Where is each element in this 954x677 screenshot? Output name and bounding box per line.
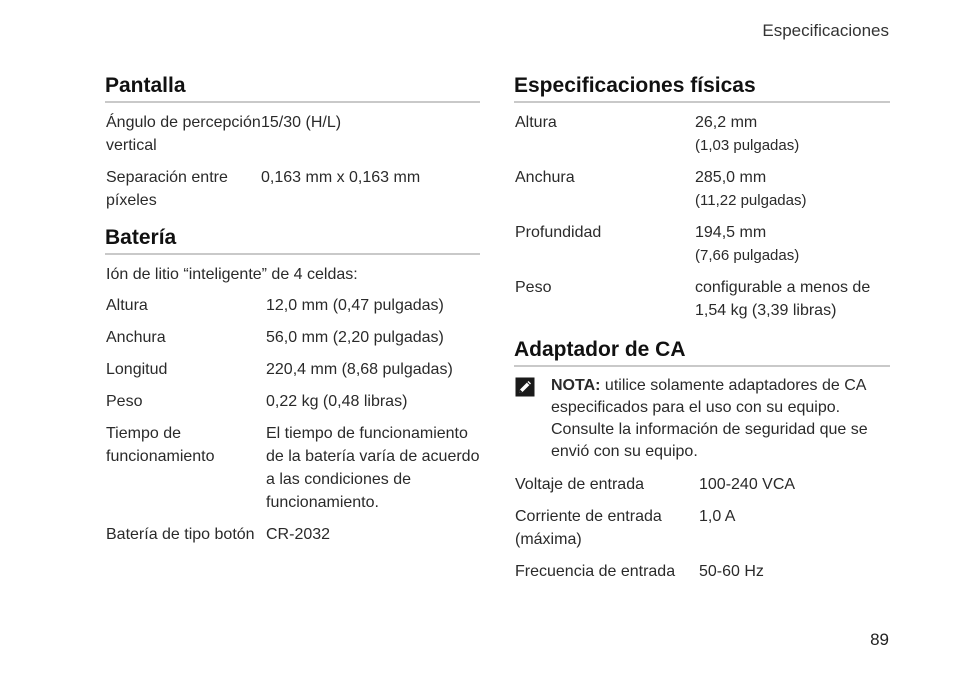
section-title-bateria: Batería bbox=[105, 226, 480, 255]
spec-row bbox=[106, 294, 480, 317]
spec-label: Anchura bbox=[106, 329, 166, 346]
note-label: NOTA: bbox=[551, 377, 601, 394]
spec-value bbox=[695, 111, 890, 157]
spec-row bbox=[106, 422, 480, 514]
spec-label: Tiempo de funcionamiento bbox=[106, 425, 215, 465]
spec-row bbox=[106, 326, 480, 349]
spec-label: Ángulo de percepción vertical bbox=[106, 114, 261, 154]
spec-label: Anchura bbox=[515, 169, 575, 186]
note-content bbox=[551, 375, 890, 463]
spec-label: Corriente de entrada (máxima) bbox=[515, 508, 662, 548]
spec-row bbox=[106, 111, 480, 157]
section-especificaciones-fisicas bbox=[515, 74, 890, 322]
bateria-rows bbox=[106, 255, 480, 546]
spec-value bbox=[695, 221, 890, 267]
right-column bbox=[515, 74, 890, 583]
spec-label: Frecuencia de entrada bbox=[515, 563, 676, 580]
spec-value: 56,0 mm (2,20 pulgadas) bbox=[266, 329, 444, 346]
spec-label: Voltaje de entrada bbox=[515, 476, 644, 493]
spec-value-sub: (1,03 pulgadas) bbox=[695, 137, 800, 154]
section-adaptador-ca bbox=[515, 338, 890, 583]
spec-value: configurable a menos de 1,54 kg (3,39 libras) bbox=[695, 279, 871, 319]
spec-value: 0,163 mm x 0,163 mm bbox=[261, 169, 421, 186]
note-box bbox=[515, 375, 890, 463]
spec-label: Profundidad bbox=[515, 224, 602, 241]
spec-value-sub: (7,66 pulgadas) bbox=[695, 247, 800, 264]
spec-row bbox=[515, 221, 890, 267]
spec-value: 12,0 mm (0,47 pulgadas) bbox=[266, 297, 444, 314]
section-title-fisicas: Especificaciones físicas bbox=[514, 74, 890, 103]
section-title-pantalla: Pantalla bbox=[105, 74, 480, 103]
spec-label: Separación entre píxeles bbox=[106, 169, 228, 209]
running-header: Especificaciones bbox=[762, 21, 889, 40]
left-column bbox=[106, 74, 480, 546]
pantalla-rows bbox=[106, 103, 480, 212]
spec-row bbox=[515, 473, 890, 496]
spec-value: 50-60 Hz bbox=[699, 563, 764, 580]
spec-label: Altura bbox=[515, 114, 557, 131]
spec-value: CR-2032 bbox=[266, 526, 331, 543]
spec-value: 1,0 A bbox=[699, 508, 736, 525]
spec-value-main: 194,5 mm bbox=[695, 224, 767, 241]
spec-row bbox=[106, 523, 480, 546]
note-text: utilice solamente adaptadores de CA especificados para el uso con su equipo. Consulte la información de seguridad que se envió con su equipo. bbox=[551, 377, 868, 460]
battery-intro: Ión de litio “inteligente” de 4 celdas: bbox=[106, 266, 358, 283]
section-title-adaptador: Adaptador de CA bbox=[514, 338, 890, 367]
spec-row bbox=[515, 166, 890, 212]
pencil-note-icon bbox=[515, 375, 551, 463]
spec-row bbox=[515, 560, 890, 583]
spec-label: Altura bbox=[106, 297, 148, 314]
section-pantalla bbox=[106, 74, 480, 212]
spec-row bbox=[515, 111, 890, 157]
spec-value: 15/30 (H/L) bbox=[261, 114, 342, 131]
spec-value: 100-240 VCA bbox=[699, 476, 796, 493]
spec-value-main: 285,0 mm bbox=[695, 169, 767, 186]
spec-row bbox=[106, 390, 480, 413]
fisicas-rows bbox=[515, 103, 890, 322]
spec-row bbox=[106, 358, 480, 381]
spec-value bbox=[695, 166, 890, 212]
spec-label: Peso bbox=[106, 393, 143, 410]
spec-row bbox=[515, 505, 890, 551]
spec-value: 0,22 kg (0,48 libras) bbox=[266, 393, 408, 410]
spec-value: El tiempo de funcionamiento de la batería varía de acuerdo a las condiciones de funcionamiento. bbox=[266, 425, 480, 511]
spec-value: 220,4 mm (8,68 pulgadas) bbox=[266, 361, 453, 378]
spec-row bbox=[106, 166, 480, 212]
section-bateria bbox=[106, 226, 480, 546]
spec-row bbox=[515, 276, 890, 322]
spec-value-sub: (11,22 pulgadas) bbox=[695, 192, 807, 209]
spec-label: Longitud bbox=[106, 361, 168, 378]
spec-value-main: 26,2 mm bbox=[695, 114, 758, 131]
spec-label: Batería de tipo botón bbox=[106, 526, 255, 543]
page-number: 89 bbox=[870, 630, 889, 649]
spec-label: Peso bbox=[515, 279, 552, 296]
